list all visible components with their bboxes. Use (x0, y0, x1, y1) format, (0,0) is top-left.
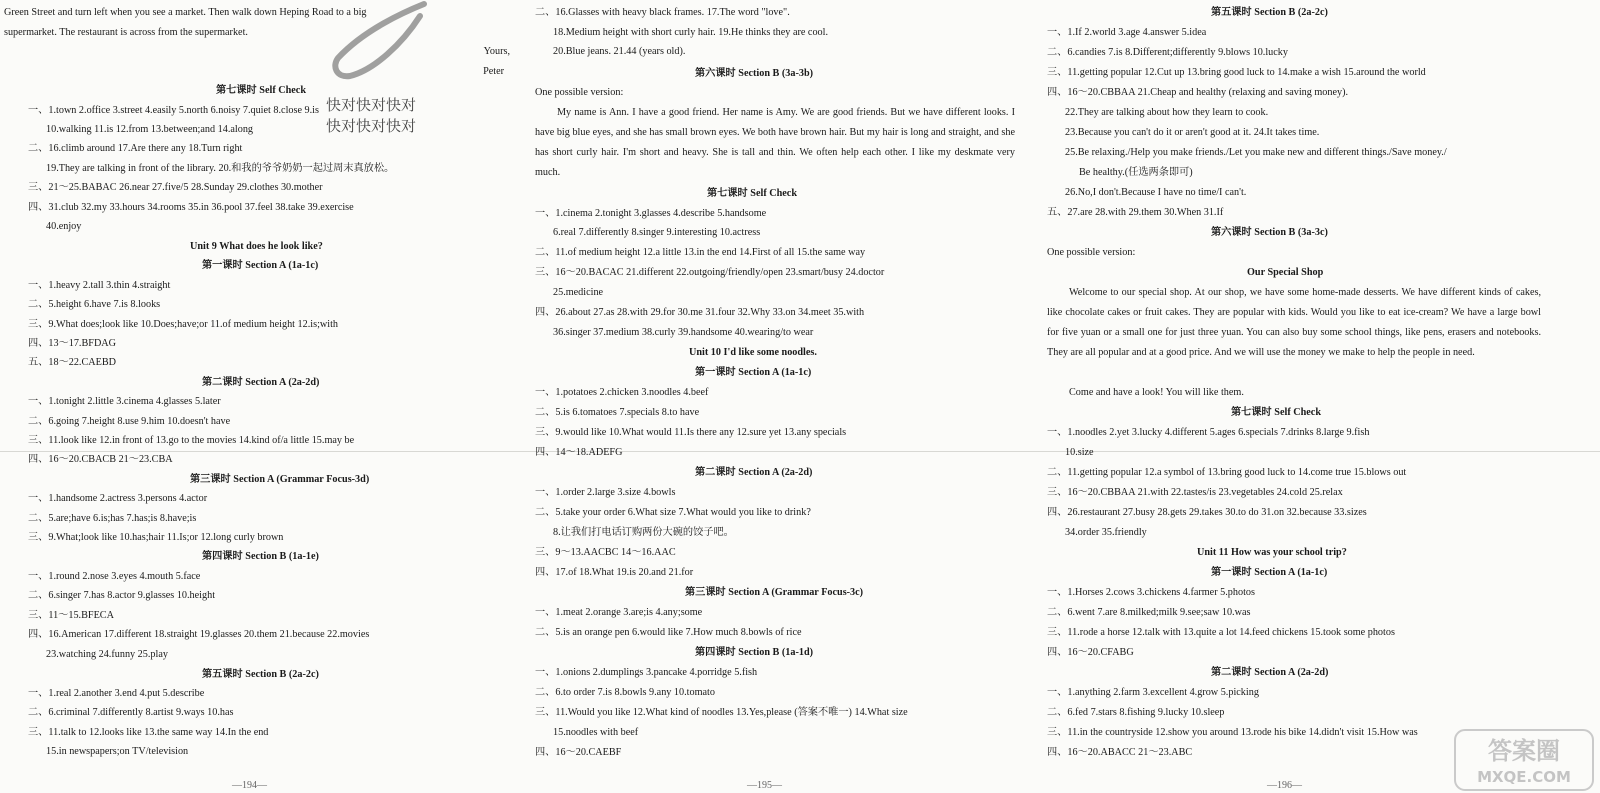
section-heading: 第七课时 Self Check (216, 85, 306, 96)
section-heading: 第四课时 Section B (1a-1e) (202, 551, 319, 562)
answer-line: 一、1.onions 2.dumplings 3.pancake 4.porridge 5.fish (535, 667, 758, 678)
answer-line: 36.singer 37.medium 38.curly 39.handsome 40.wearing/to wear (553, 327, 814, 338)
answer-line: 10.size (1065, 447, 1094, 458)
answer-line: 四、16～20.CFABG (1047, 647, 1134, 658)
answer-line: 二、5.is 6.tomatoes 7.specials 8.to have (535, 407, 700, 418)
answer-line: 三、11～15.BFECA (28, 610, 114, 621)
section-heading: 第三课时 Section A (Grammar Focus-3c) (685, 587, 864, 598)
unit-heading: Unit 10 I'd like some noodles. (689, 347, 817, 358)
answer-line: 四、17.of 18.What 19.is 20.and 21.for (535, 567, 694, 578)
answer-line: 三、11.look like 12.in front of 13.go to the movies 14.kind of/a little 15.may be (28, 435, 355, 446)
watermark-url: MXQE.COM (1477, 768, 1571, 786)
answer-line: 五、27.are 28.with 29.them 30.When 31.If (1047, 207, 1224, 218)
answer-line: 二、6.criminal 7.differently 8.artist 9.ways 10.has (28, 707, 234, 718)
answer-line: 三、11.Would you like 12.What kind of noodles 13.Yes,please (答案不唯一) 14.What size (535, 707, 908, 718)
answer-line: 三、11.talk to 12.looks like 13.the same way 14.In the end (28, 727, 269, 738)
answer-line: 五、18～22.CAEBD (28, 357, 117, 368)
page-number: —194— (232, 780, 267, 791)
answer-line: 四、31.club 32.my 33.hours 34.rooms 35.in 36.pool 37.feel 38.take 39.exercise (28, 202, 354, 213)
answer-line: 二、5.height 6.have 7.is 8.looks (28, 299, 161, 310)
page-195 (535, 0, 1023, 793)
section-heading: 第二课时 Section A (2a-2d) (1211, 667, 1329, 678)
section-heading: 第七课时 Self Check (707, 188, 797, 199)
answer-line: 一、1.potatoes 2.chicken 3.noodles 4.beef (535, 387, 709, 398)
letter-line: Green Street and turn left when you see a market. Then walk down Heping Road to a big (4, 7, 367, 18)
handwritten-stamp: 快对快对快对 (326, 96, 417, 114)
essay-closing: Come and have a look! You will like them. (1069, 387, 1244, 398)
answer-line: 二、11.getting popular 12.a symbol of 13.bring good luck to 14.come true 15.blows out (1047, 467, 1407, 478)
letter-signature: Peter (483, 66, 504, 77)
answer-line: 三、9.What;look like 10.has;hair 11.Is;or 12.long curly brown (28, 532, 284, 543)
unit-heading: Unit 9 What does he look like? (190, 241, 323, 252)
answer-line: 二、16.Glasses with heavy black frames. 17.The word "love". (535, 7, 790, 18)
section-heading: 第二课时 Section A (2a-2d) (695, 467, 813, 478)
answer-line: 二、6.going 7.height 8.use 9.him 10.doesn't have (28, 416, 231, 427)
section-heading: 第五课时 Section B (2a-2c) (1211, 7, 1328, 18)
answer-line: 二、6.candies 7.is 8.Different;differently 9.blows 10.lucky (1047, 47, 1288, 58)
answer-line: 6.real 7.differently 8.singer 9.interesting 10.actress (553, 227, 761, 238)
answer-line: 三、9～13.AACBC 14～16.AAC (535, 547, 676, 558)
essay-intro: One possible version: (1047, 247, 1136, 258)
answer-line: 25.medicine (553, 287, 604, 298)
answer-line: 三、21～25.BABAC 26.near 27.five/5 28.Sunday 29.clothes 30.mother (28, 182, 323, 193)
answer-line: 23.watching 24.funny 25.play (46, 649, 168, 660)
answer-line: 20.Blue jeans. 21.44 (years old). (553, 46, 686, 57)
letter-line: supermarket. The restaurant is across from the supermarket. (4, 27, 248, 38)
answer-line: 四、16～20.CAEBF (535, 747, 622, 758)
answer-line: 四、16～20.CBBAA 21.Cheap and healthy (relaxing and saving money). (1047, 87, 1349, 98)
answer-line: 一、1.cinema 2.tonight 3.glasses 4.describe 5.handsome (535, 208, 767, 219)
answer-line: 15.in newspapers;on TV/television (46, 746, 189, 757)
page-number: —196— (1267, 780, 1302, 791)
section-heading: 第七课时 Self Check (1231, 407, 1321, 418)
answer-line: 19.They are talking in front of the library. 20.和我的爷爷奶奶一起过周末真放松。 (46, 163, 395, 174)
answer-line: 一、1.tonight 2.little 3.cinema 4.glasses 5.later (28, 396, 221, 407)
answer-line: 8.让我们打电话订购两份大碗的饺子吧。 (553, 527, 734, 538)
answer-line: 18.Medium height with short curly hair. 19.He thinks they are cool. (553, 27, 829, 38)
answer-line: 四、16～20.CBACB 21～23.CBA (28, 454, 173, 465)
answer-line: 四、14～18.ADEFG (535, 447, 623, 458)
answer-line: 22.They are talking about how they learn to cook. (1065, 107, 1269, 118)
answer-line: 三、9.What does;look like 10.Does;have;or 11.of medium height 12.is;with (28, 319, 339, 330)
answer-line: 三、11.getting popular 12.Cut up 13.bring good luck to 14.make a wish 15.around the world (1047, 67, 1426, 78)
page-194 (4, 0, 516, 793)
answer-line: 15.noodles with beef (553, 727, 639, 738)
answer-line: 一、1.noodles 2.yet 3.lucky 4.different 5.ages 6.specials 7.drinks 8.large 9.fish (1047, 427, 1370, 438)
answer-line: 二、6.singer 7.has 8.actor 9.glasses 10.height (28, 590, 216, 601)
handwritten-stamp: 快对快对快对 (326, 117, 417, 135)
answer-line: Be healthy.(任选两条即可) (1079, 167, 1193, 178)
answer-line: 34.order 35.friendly (1065, 527, 1147, 538)
answer-line: 二、6.to order 7.is 8.bowls 9.any 10.tomato (535, 687, 715, 698)
answer-line: 二、5.are;have 6.is;has 7.has;is 8.have;is (28, 513, 197, 524)
section-heading: 第一课时 Section A (1a-1c) (202, 260, 319, 271)
answer-line: 一、1.town 2.office 3.street 4.easily 5.north 6.noisy 7.quiet 8.close 9.is (28, 105, 319, 116)
answer-line: 四、13～17.BFDAG (28, 338, 117, 349)
section-heading: 第六课时 Section B (3a-3b) (695, 68, 814, 79)
section-heading: 第三课时 Section A (Grammar Focus-3d) (190, 474, 370, 485)
section-heading: 第一课时 Section A (1a-1c) (1211, 567, 1328, 578)
section-heading: 第六课时 Section B (3a-3c) (1211, 227, 1328, 238)
answer-line: 一、1.anything 2.farm 3.excellent 4.grow 5.picking (1047, 687, 1259, 698)
essay-intro: One possible version: (535, 87, 624, 98)
answer-line: 一、1.order 2.large 3.size 4.bowls (535, 487, 676, 498)
answer-line: 二、11.of medium height 12.a little 13.in the end 14.First of all 15.the same way (535, 247, 866, 258)
answer-line: 四、26.restaurant 27.busy 28.gets 29.takes 30.to do 31.on 32.because 33.sizes (1047, 507, 1367, 518)
answer-line: 一、1.round 2.nose 3.eyes 4.mouth 5.face (28, 571, 201, 582)
answer-line: 四、16～20.ABACC 21～23.ABC (1047, 747, 1193, 758)
section-heading: 第五课时 Section B (2a-2c) (202, 669, 319, 680)
model-essay: My name is Ann. I have a good friend. Her name is Amy. We are good friends. But we have different looks. I have big blue eyes, and she has small brown eyes. We both have brown hair. But my hair is long and straight, and she has short curly hair. I'm short and heavy. She is tall and thin. We often help each other. I like my deskmate very much. (535, 107, 1015, 178)
answer-line: 一、1.Horses 2.cows 3.chickens 4.farmer 5.photos (1047, 587, 1255, 598)
answer-line: 一、1.meat 2.orange 3.are;is 4.any;some (535, 607, 703, 618)
essay-title: Our Special Shop (1247, 267, 1324, 278)
answer-line: 二、6.fed 7.stars 8.fishing 9.lucky 10.sleep (1047, 707, 1225, 718)
letter-closing: Yours, (483, 46, 510, 57)
answer-line: 三、11.rode a horse 12.talk with 13.quite a lot 14.feed chickens 15.took some photos (1047, 627, 1395, 638)
answer-line: 26.No,I don't.Because I have no time/I can't. (1065, 187, 1247, 198)
answer-line: 三、16～20.BACAC 21.different 22.outgoing/friendly/open 23.smart/busy 24.doctor (535, 267, 885, 278)
watermark-cn: 答案圈 (1488, 737, 1560, 765)
answer-line: 二、16.climb around 17.Are there any 18.Turn right (28, 143, 243, 154)
page-number: —195— (747, 780, 782, 791)
pen-scribble-icon (324, 0, 434, 90)
answer-line: 10.walking 11.is 12.from 13.between;and 14.along (46, 124, 254, 135)
answer-line: 二、6.went 7.are 8.milked;milk 9.see;saw 10.was (1047, 607, 1251, 618)
answer-line: 二、5.take your order 6.What size 7.What would you like to drink? (535, 507, 811, 518)
answer-line: 三、16～20.CBBAA 21.with 22.tastes/is 23.vegetables 24.cold 25.relax (1047, 487, 1343, 498)
answer-line: 23.Because you can't do it or aren't good at it. 24.It takes time. (1065, 127, 1320, 138)
answer-line: 25.Be relaxing./Help you make friends./Let you make new and different things./Save money./ (1065, 147, 1447, 158)
answer-line: 四、16.American 17.different 18.straight 19.glasses 20.them 21.because 22.movies (28, 629, 370, 640)
section-heading: 第二课时 Section A (2a-2d) (202, 377, 320, 388)
section-heading: 第四课时 Section B (1a-1d) (695, 647, 814, 658)
answer-line: 40.enjoy (46, 221, 82, 232)
answer-line: 四、26.about 27.as 28.with 29.for 30.me 31.four 32.Why 33.on 34.meet 35.with (535, 307, 865, 318)
model-essay: Welcome to our special shop. At our shop, we have some home-made desserts. We have different kinds of cakes, like chocolate cakes or fruit cakes. They are popular with kids. Would you like to eat ice-cream? We have a large bowl for five yuan or a small one for just three yuan. You can also buy some school things, like pens, erasers and notebooks. They are all popular and at a good price. And we will use the money we make to help the people in need. (1047, 287, 1541, 358)
section-heading: 第一课时 Section A (1a-1c) (695, 367, 812, 378)
answer-line: 一、1.If 2.world 3.age 4.answer 5.idea (1047, 27, 1207, 38)
answer-line: 一、1.real 2.another 3.end 4.put 5.describe (28, 688, 205, 699)
unit-heading: Unit 11 How was your school trip? (1197, 547, 1347, 558)
answer-line: 二、5.is an orange pen 6.would like 7.How much 8.bowls of rice (535, 627, 802, 638)
answer-line: 一、1.heavy 2.tall 3.thin 4.straight (28, 280, 171, 291)
answer-line: 一、1.handsome 2.actress 3.persons 4.actor (28, 493, 208, 504)
page-196 (1047, 0, 1549, 793)
watermark-logo (1454, 729, 1594, 791)
answer-line: 三、11.in the countryside 12.show you around 13.rode his bike 14.didn't visit 15.How was (1047, 727, 1418, 738)
answer-line: 三、9.would like 10.What would 11.Is there any 12.sure yet 13.any specials (535, 427, 847, 438)
